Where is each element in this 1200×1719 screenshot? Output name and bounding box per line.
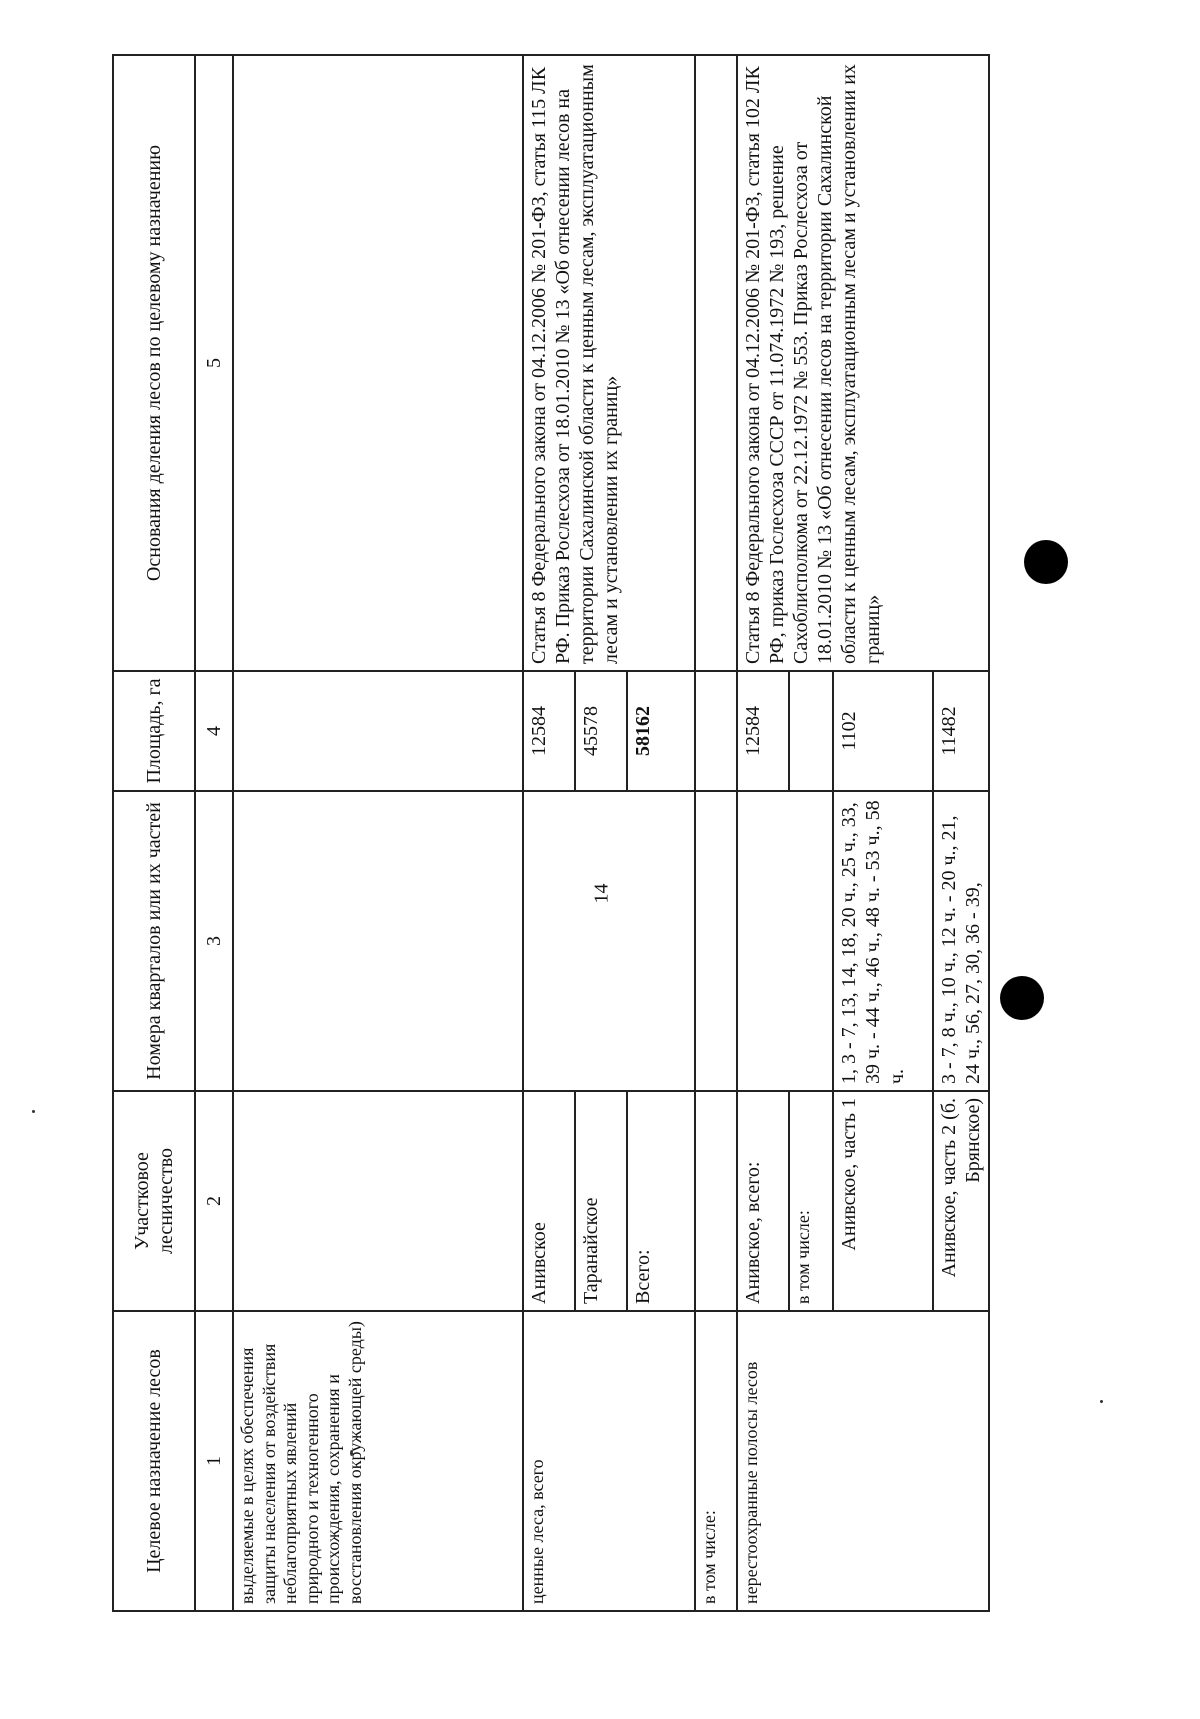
table-row-including xyxy=(695,55,737,1611)
valuable-forests-label: ценные леса, всего xyxy=(523,1311,695,1611)
quarters-part2: 3 - 7, 8 ч., 10 ч., 12 ч. - 20 ч., 21, 24 ч., 56, 27, 30, 36 - 39, xyxy=(933,791,989,1091)
empty-cell xyxy=(233,1091,523,1311)
header-number-row xyxy=(195,55,233,1611)
spawning-basis: Статья 8 Федерального закона от 04.12.2006 № 201-ФЗ, статья 102 ЛК РФ, приказ Гослесхоза СССР от 11.074.1972 № 193, решение Сахоблисполкома от 22.12.1972 № 553. Приказ Рослесхоза от 18.01.2010 № 13 «Об отнесении лесов на территории Сахалинской области к ценным лесам, эксплуатационным лесам и установлении их границ» xyxy=(737,55,989,671)
area-total: 58162 xyxy=(627,671,695,791)
rotated-table-frame xyxy=(112,56,984,1612)
empty-cell xyxy=(523,791,695,1091)
table-row-valuable-aniva xyxy=(523,55,575,1611)
forestry-aniva: Анивское xyxy=(523,1091,575,1311)
area-part2: 11482 xyxy=(933,671,989,791)
area-part1: 1102 xyxy=(833,671,933,791)
empty-cell xyxy=(695,1091,737,1311)
scan-speck xyxy=(32,1110,35,1113)
empty-cell xyxy=(695,55,737,671)
forest-purpose-table xyxy=(112,54,990,1612)
quarters-part1: 1, 3 - 7, 13, 14, 18, 20 ч., 25 ч., 33, 39 ч. - 44 ч., 46 ч., 48 ч. - 53 ч., 58 ч. xyxy=(833,791,933,1091)
header-number-5: 5 xyxy=(195,55,233,671)
area-taranai: 45578 xyxy=(575,671,627,791)
table-row-spawning-aniva-total xyxy=(737,55,789,1611)
forestry-aniva-part2: Анивское, часть 2 (б. Брянское) xyxy=(933,1091,989,1311)
header-forestry: Участковое лесничество xyxy=(113,1091,195,1311)
header-number-4: 4 xyxy=(195,671,233,791)
empty-cell xyxy=(233,55,523,671)
scan-speck xyxy=(1100,1400,1103,1403)
forestry-aniva-part1: Анивское, часть 1 xyxy=(833,1091,933,1311)
spawning-strips-label: нерестоохранные полосы лесов xyxy=(737,1311,989,1611)
table-row-protective xyxy=(233,55,523,1611)
empty-cell xyxy=(695,791,737,1091)
empty-cell xyxy=(233,671,523,791)
empty-cell xyxy=(233,791,523,1091)
punch-hole-top xyxy=(1024,540,1068,584)
empty-cell xyxy=(789,671,833,791)
area-aniva-total: 12584 xyxy=(737,671,789,791)
empty-cell xyxy=(695,671,737,791)
spawning-including-label: в том числе: xyxy=(789,1091,833,1311)
header-basis: Основания деления лесов по целевому назначению xyxy=(113,55,195,671)
header-number-3: 3 xyxy=(195,791,233,1091)
punch-hole-bottom xyxy=(1000,976,1044,1020)
valuable-basis: Статья 8 Федерального закона от 04.12.2006 № 201-ФЗ, статья 115 ЛК РФ. Приказ Рослесхоза от 18.01.2010 № 13 «Об отнесении лесов на территории Сахалинской области к ценным лесам, эксплуатационным лесам и установлении их границ» xyxy=(523,55,695,671)
header-number-2: 2 xyxy=(195,1091,233,1311)
forestry-aniva-total: Анивское, всего: xyxy=(737,1091,789,1311)
header-quarters: Номера кварталов или их частей xyxy=(113,791,195,1091)
header-number-1: 1 xyxy=(195,1311,233,1611)
page-number: 14 xyxy=(590,883,613,904)
empty-cell xyxy=(737,791,833,1091)
including-label: в том числе: xyxy=(695,1311,737,1611)
header-purpose: Целевое назначение лесов xyxy=(113,1311,195,1611)
protective-purpose-text: выделяемые в целях обеспечения защиты населения от воздействия неблагоприятных явлений природного и техногенного происхождения, сохранения и восстановления окружающей среды) xyxy=(233,1311,523,1611)
forestry-taranai: Таранайское xyxy=(575,1091,627,1311)
area-aniva: 12584 xyxy=(523,671,575,791)
header-area: Площадь, га xyxy=(113,671,195,791)
total-label: Всего: xyxy=(627,1091,695,1311)
table-header-row xyxy=(113,55,195,1611)
